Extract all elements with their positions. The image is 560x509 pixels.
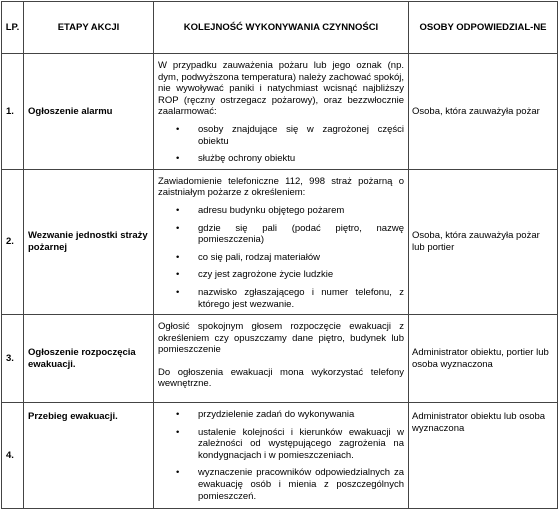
bullet-icon: • <box>176 204 180 216</box>
bullet-icon: • <box>176 286 180 298</box>
bullet-icon: • <box>176 222 180 234</box>
table-row <box>2 315 558 403</box>
row-number: 3. <box>2 315 24 403</box>
actions-list <box>158 409 404 502</box>
bullet-icon: • <box>176 153 180 165</box>
bullet-icon: • <box>176 123 180 135</box>
row-actions <box>154 54 409 170</box>
list-item <box>158 467 404 502</box>
header-actions: KOLEJNOŚĆ WYKONYWANIA CZYNNOŚCI <box>154 2 409 54</box>
list-item-text: osoby znajdujące się w zagrożonej części obiektu <box>198 123 404 147</box>
bullet-icon: • <box>176 269 180 281</box>
header-persons: OSOBY ODPOWIEDZIAL-NE <box>409 2 558 54</box>
row-number: 1. <box>2 54 24 170</box>
list-item <box>158 287 404 310</box>
list-item <box>158 427 404 462</box>
row-stage: Ogłoszenie rozpoczęcia ewakuacji. <box>24 315 154 403</box>
row-persons: Administrator obiektu, portier lub osoba wyznaczona <box>409 315 558 403</box>
bullet-icon: • <box>176 251 180 263</box>
list-item-text: służbę ochrony obiektu <box>198 153 296 165</box>
header-stage: ETAPY AKCJI <box>24 2 154 54</box>
list-item <box>158 269 404 281</box>
row-number: 2. <box>2 169 24 314</box>
bullet-icon: • <box>176 467 180 479</box>
actions-text: Zawiadomienie telefoniczne 112, 998 straż pożarną o zaistniałym pożarze z określeniem: <box>158 175 404 199</box>
row-persons: Osoba, która zauważyła pożar <box>409 54 558 170</box>
bullet-icon: • <box>176 426 180 438</box>
list-item-text: wyznaczenie pracowników odpowiedzialnych za ewakuację osób i mienia z poszczególnych pomieszczeń. <box>198 467 404 502</box>
list-item-text: co się pali, rodzaj materiałów <box>198 251 320 263</box>
table-row <box>2 403 558 509</box>
list-item-text: nazwisko zgłaszającego i numer telefonu, z którego jest wezwanie. <box>198 286 404 310</box>
row-stage: Wezwanie jednostki straży pożarnej <box>24 169 154 314</box>
table-header-row <box>2 2 558 54</box>
table-row <box>2 54 558 170</box>
list-item-text: przydzielenie zadań do wykonywania <box>198 409 355 421</box>
list-item-text: gdzie się pali (podać piętro, nazwę pomieszczenia) <box>198 222 404 246</box>
actions-text: W przypadku zauważenia pożaru lub jego oznak (np. dym, podwyższona temperatura) należy zachować spokój, nie wywoływać paniki i natychmiast wcisnąć najbliższy ROP (ręczny ostrzegacz pożarowy), oraz bezzwłocznie zaalarmować: <box>158 60 404 118</box>
list-item <box>158 153 404 165</box>
bullet-icon: • <box>176 409 180 421</box>
header-lp: LP. <box>2 2 24 54</box>
evacuation-procedure-table <box>1 1 558 509</box>
list-item <box>158 205 404 217</box>
row-persons: Osoba, która zauważyła pożar lub portier <box>409 169 558 314</box>
actions-note: Do ogłoszenia ewakuacji mona wykorzystać telefony wewnętrzne. <box>158 366 404 390</box>
actions-list <box>158 205 404 310</box>
actions-text: Ogłosić spokojnym głosem rozpoczęcie ewakuacji z określeniem czy opuszczamy dane piętro, budynek lub pomieszczenie <box>158 321 404 356</box>
list-item <box>158 252 404 264</box>
row-persons: Administrator obiektu lub osoba wyznaczona <box>409 403 558 509</box>
row-actions <box>154 315 409 403</box>
list-item <box>158 409 404 421</box>
actions-list <box>158 124 404 165</box>
row-stage: Ogłoszenie alarmu <box>24 54 154 170</box>
list-item-text: czy jest zagrożone życie ludzkie <box>198 269 334 281</box>
list-item <box>158 223 404 246</box>
list-item-text: ustalenie kolejności i kierunków ewakuacji w zależności od występującego zagrożenia na kondygnacjach i w pomieszczeniach. <box>198 426 404 461</box>
row-actions <box>154 403 409 509</box>
list-item <box>158 124 404 147</box>
row-number: 4. <box>2 403 24 509</box>
list-item-text: adresu budynku objętego pożarem <box>198 204 345 216</box>
row-actions <box>154 169 409 314</box>
table-row <box>2 169 558 314</box>
row-stage: Przebieg ewakuacji. <box>24 403 154 509</box>
